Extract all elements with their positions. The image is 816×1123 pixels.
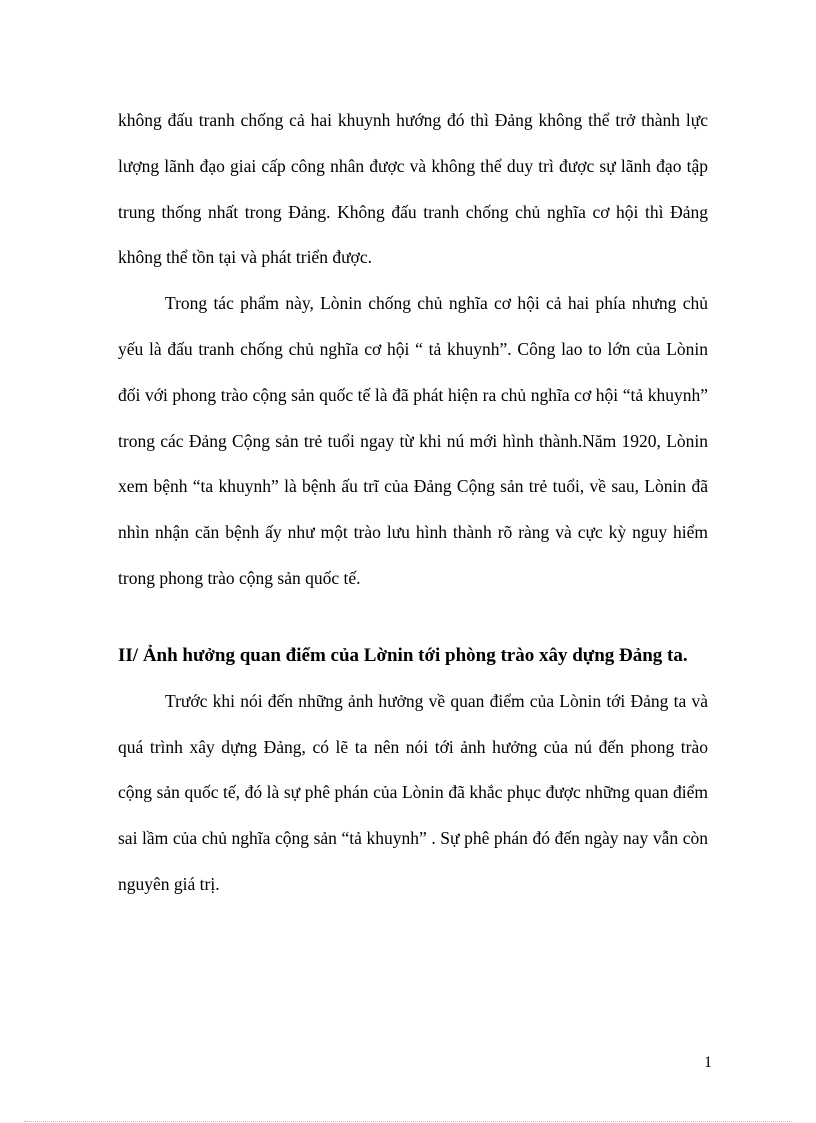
paragraph-influence: Trước khi nói đến những ảnh hưởng về quan điểm của Lònin tới Đảng ta và quá trình xây dựng Đảng, có lẽ ta nên nói tới ảnh hưởng của nú đến phong trào cộng sản quốc tế, đó là sự phê phán của Lònin đã khắc phục được những quan điểm sai lầm của chủ nghĩa cộng sản “tả khuynh” . Sự phê phán đó đến ngày nay vẫn còn nguyên giá trị.	[118, 690, 708, 894]
page-number: 1	[704, 1054, 712, 1071]
paragraph-continuation: không đấu tranh chống cả hai khuynh hướng đó thì Đảng không thể trở thành lực lượng lãnh đạo giai cấp công nhân được và không thể duy trì được sự lãnh đạo tập trung thống nhất trong Đảng. Không đấu tranh chống chủ nghĩa cơ hội thì Đảng không thể tồn tại và phát triển được.	[118, 110, 708, 268]
paragraph-left-opportunism: Trong tác phẩm này, Lònin chống chủ nghĩa cơ hội cả hai phía nhưng chủ yếu là đấu tranh chống chủ nghĩa cơ hội “ tả khuynh”. Công lao to lớn của Lònin đối với phong trào cộng sản quốc tế là đã phát hiện ra chủ nghĩa cơ hội “tả khuynh” trong các Đảng Cộng sản trẻ tuổi ngay từ khi nú mới hình thành.Năm 1920, Lònin xem bệnh “ta khuynh” là bệnh ấu trĩ của Đảng Cộng sản trẻ tuổi, về sau, Lònin đã nhìn nhận căn bệnh ấy như một trào lưu hình thành rõ ràng và cực kỳ nguy hiểm trong phong trào cộng sản quốc tế.	[118, 293, 708, 588]
section-gap	[118, 602, 708, 632]
page-content	[118, 98, 708, 908]
page-bottom-divider	[24, 1121, 792, 1122]
section-heading: II/ Ảnh hưởng quan điểm của Lờnin tới phòng trào xây dựng Đảng ta.	[118, 644, 688, 666]
